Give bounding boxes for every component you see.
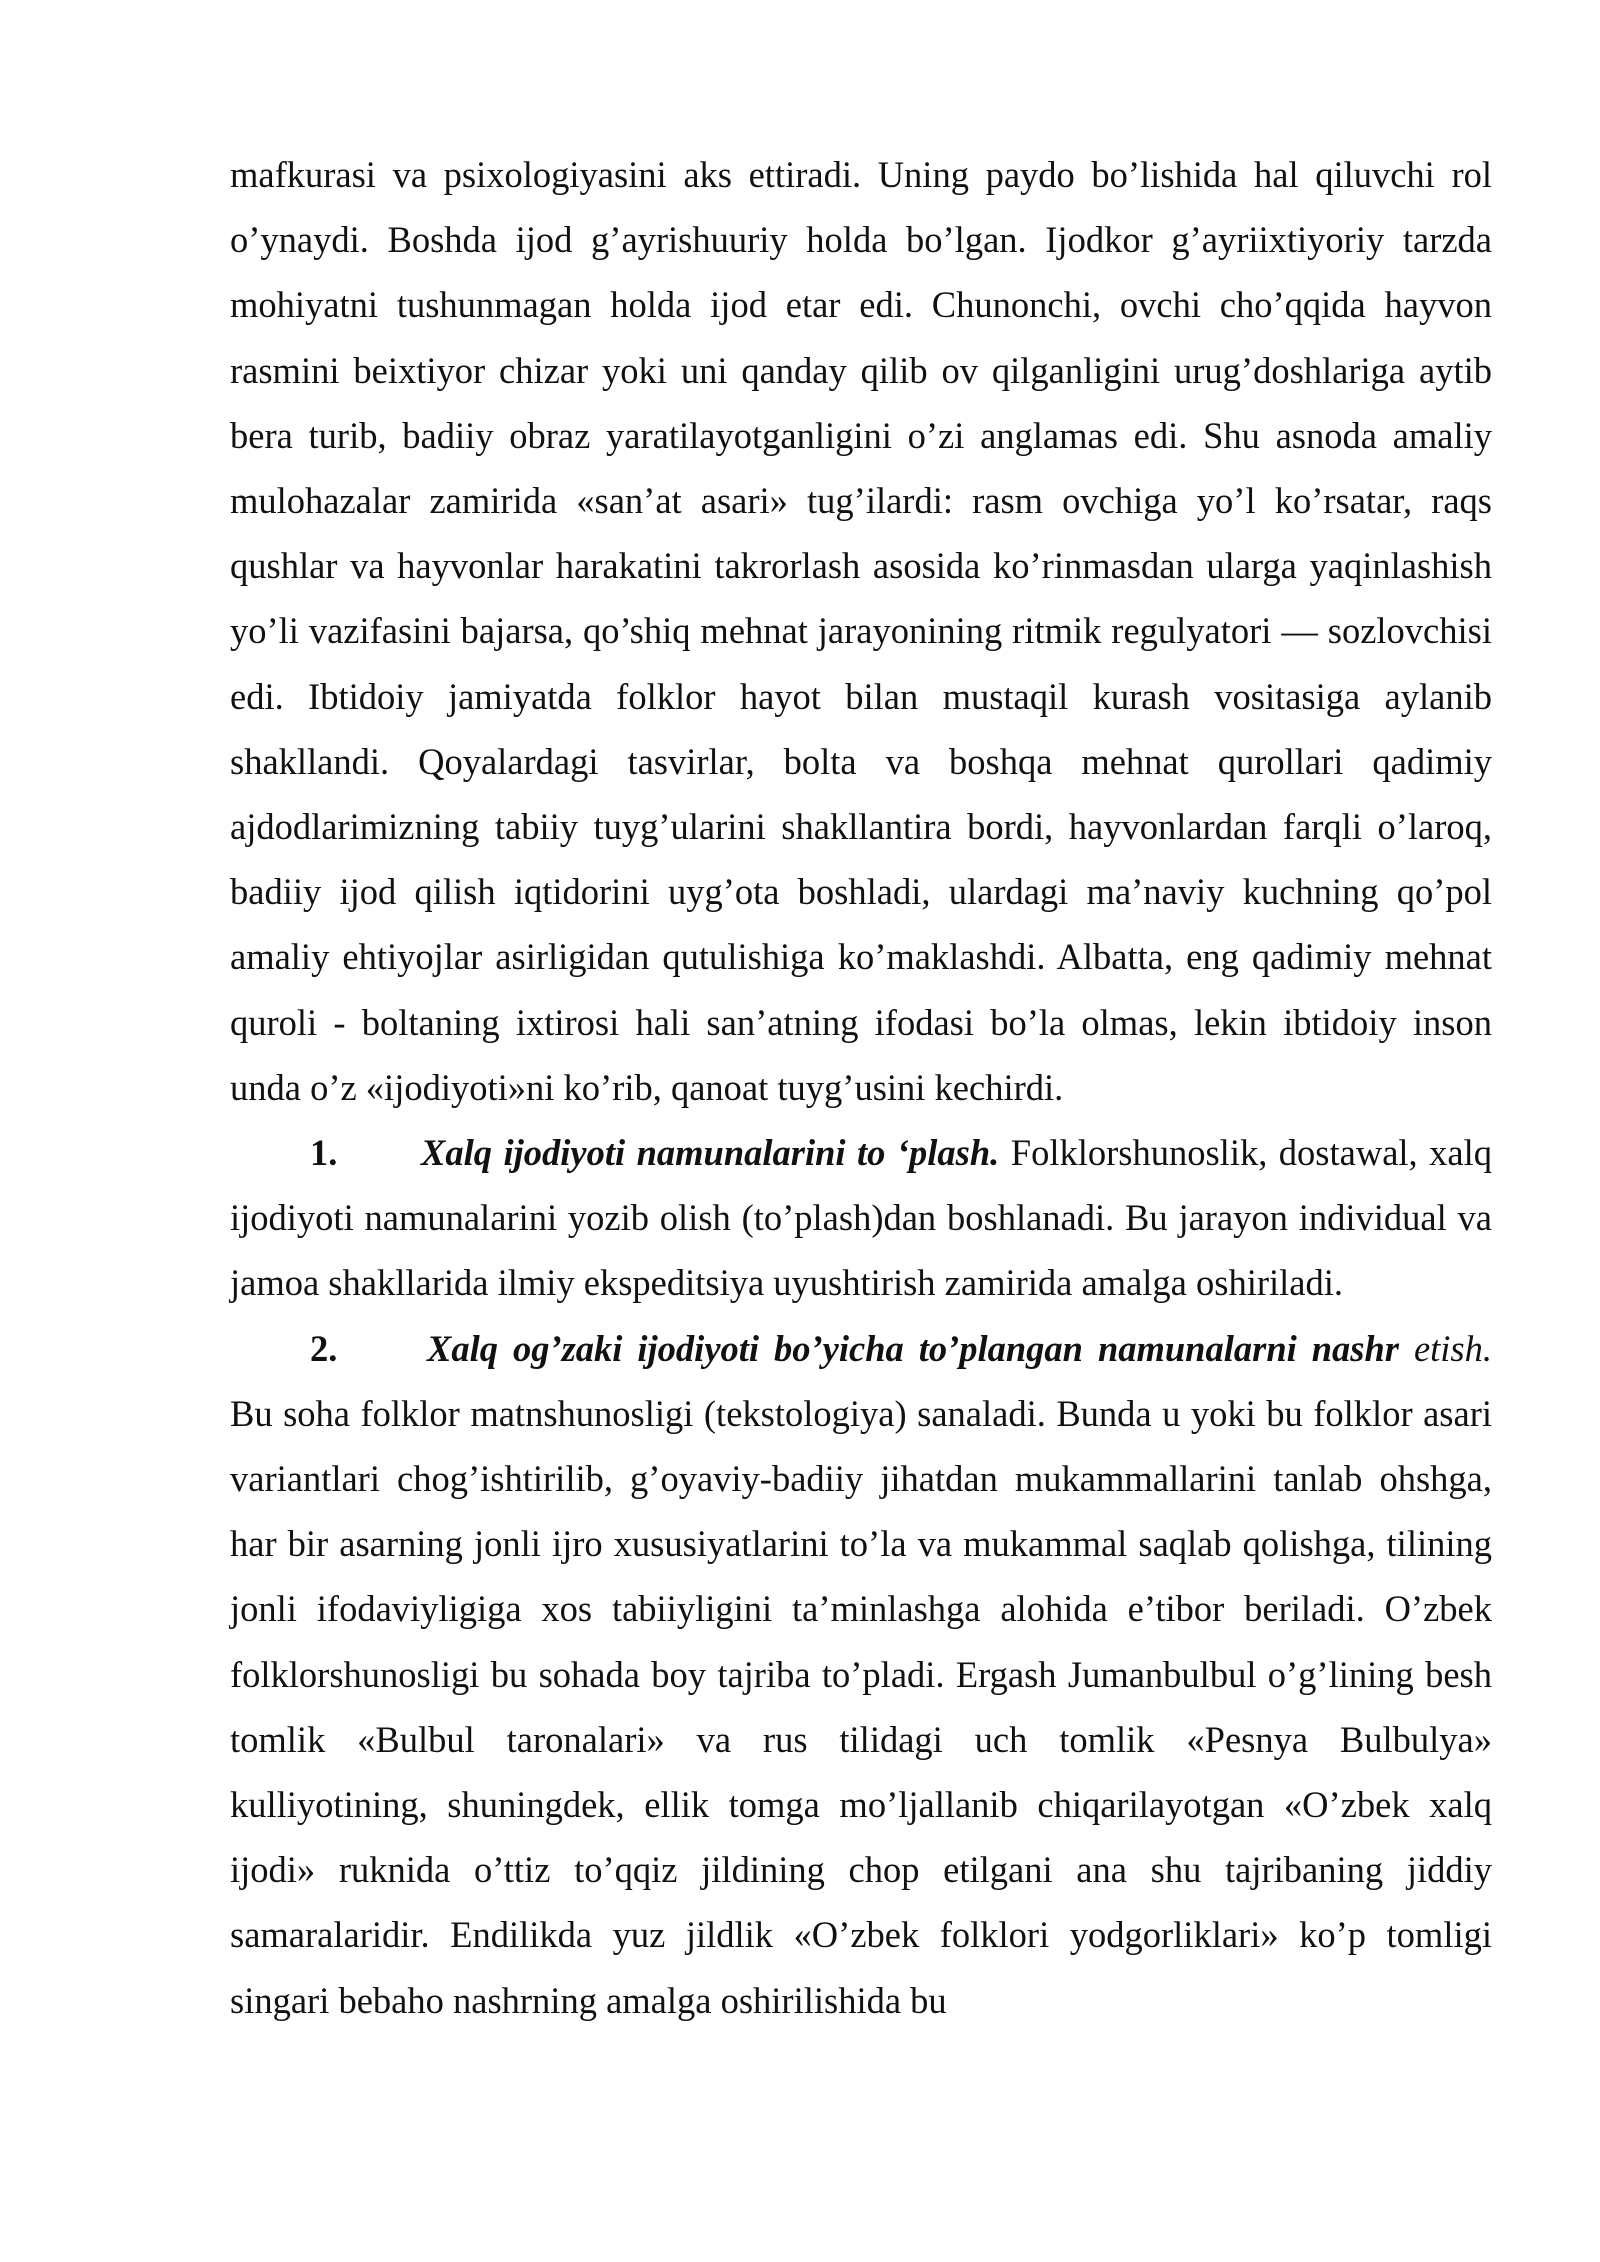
document-page [230,142,1492,2033]
list-item-1 [230,1120,1492,1316]
intro-paragraph: mafkurasi va psixologiyasini aks ettiradi. Uning paydo bo’lishida hal qiluvchi rol o’ynaydi. Boshda ijod g’ayrishuuriy holda bo’lgan. Ijodkor g’ayriixtiyoriy tarzda mohiyatni tushunmagan holda ijod etar edi. Chunonchi, ovchi cho’qqida hayvon rasmini beixtiyor chizar yoki uni qanday qilib ov qilganligini urug’doshlariga aytib bera turib, badiiy obraz yaratilayotganligini o’zi anglamas edi. Shu asnoda amaliy mulohazalar zamirida «san’at asari» tug’ilardi: rasm ovchiga yo’l ko’rsatar, raqs qushlar va hayvonlar harakatini takrorlash asosida ko’rinmasdan ularga yaqinlashish yo’li vazifasini bajarsa, qo’shiq mehnat jarayonining ritmik regulyatori — sozlovchisi edi. Ibtidoiy jamiyatda folklor hayot bilan mustaqil kurash vositasiga aylanib shakllandi. Qoyalardagi tasvirlar, bolta va boshqa mehnat qurollari qadimiy ajdodlarimizning tabiiy tuyg’ularini shakllantira bordi, hayvonlardan farqli o’laroq, badiiy ijod qilish iqtidorini uyg’ota boshladi, ulardagi ma’naviy kuchning qo’pol amaliy ehtiyojlar asirligidan qutulishiga ko’maklashdi. Albatta, eng qadimiy mehnat quroli - boltaning ixtirosi hali san’atning ifodasi bo’la olmas, lekin ibtidoiy inson unda o’z «ijodiyoti»ni ko’rib, qanoat tuyg’usini kechirdi. [230,154,1492,1108]
list-item-text: Bu soha folklor matnshunosligi (tekstologiya) sanaladi. Bunda u yoki bu folklor asari variantlari chog’ishtirilib, g’oyaviy-badiiy jihatdan mukammallarini tanlab ohshga, har bir asarning jonli ijro xususiyatlarini to’la va mukammal saqlab qolishga, tilining jonli ifodaviyligiga xos tabiiyligini ta’minlashga alohida e’tibor beriladi. O’zbek folklorshunosligi bu sohada boy tajriba to’pladi. Ergash Jumanbulbul o’g’lining besh tomlik «Bulbul taronalari» va rus tilidagi uch tomlik «Pesnya Bulbulya» kulliyotining, shuningdek, ellik tomga mo’ljallanib chiqarilayotgan «O’zbek xalq ijodi» ruknida o’ttiz to’qqiz jildining chop etilgani ana shu tajribaning jiddiy samaralaridir. Endilikda yuz jildlik «O’zbek folklori yodgorliklari» ko’p tomligi singari bebaho nashrning amalga oshirilishida bu [230,1392,1492,2021]
list-item-heading: Xalq ijodiyoti namunalarini to ‘plash. [421,1132,1000,1174]
list-item-heading: Xalq og’zaki ijodiyoti bo’yicha to’plangan namunalarni nashr [427,1327,1399,1369]
list-item-2 [230,1316,1492,2033]
list-item-number: 2. [310,1327,338,1369]
list-item-number: 1. [310,1132,338,1174]
list-item-text: Folklorshunoslik, dostawal, xalq ijodiyoti namunalarini yozib olish (to’plash)dan boshlanadi. Bu jarayon individual va jamoa shakllarida ilmiy ekspeditsiya uyushtirish zamirida amalga oshiriladi. [230,1132,1492,1304]
list-item-heading-suffix: etish. [1398,1327,1492,1369]
